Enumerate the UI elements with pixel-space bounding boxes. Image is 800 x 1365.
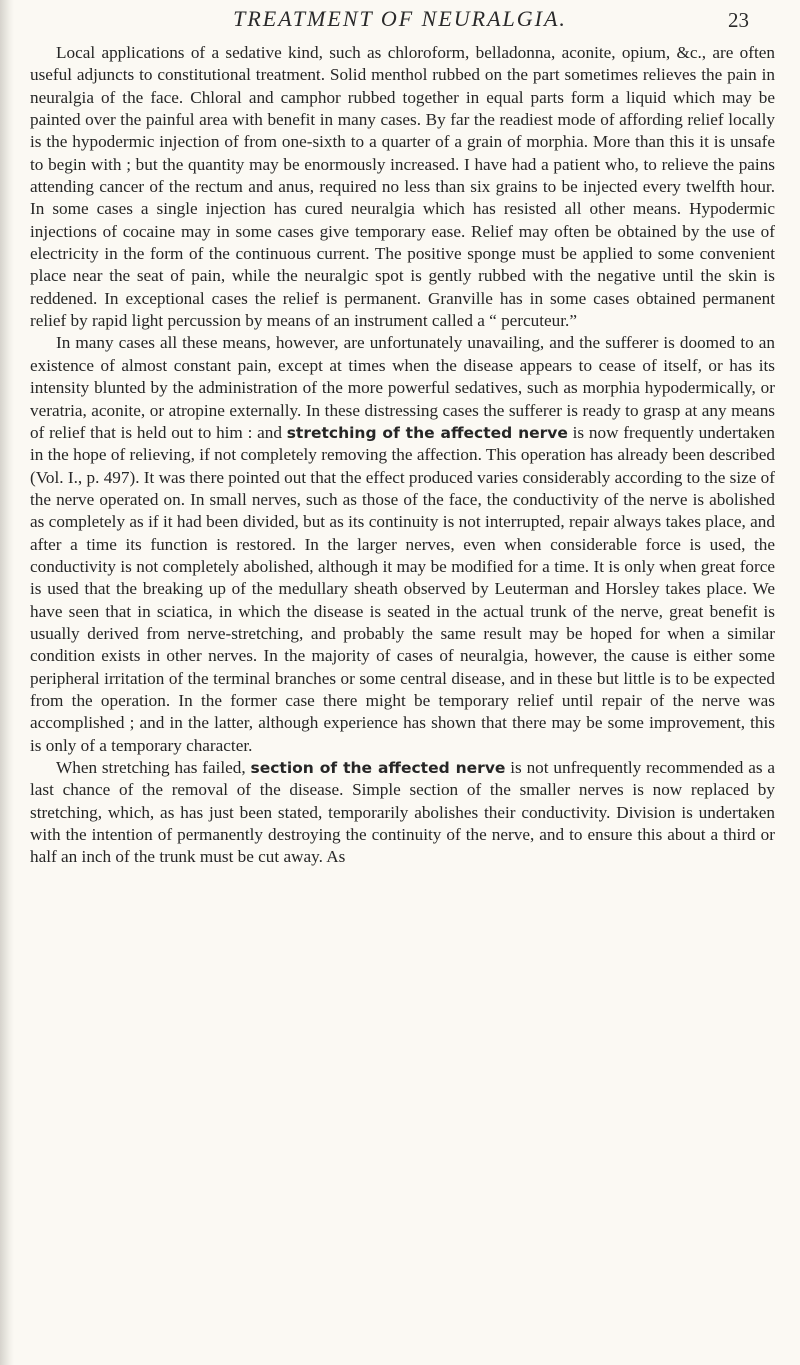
page-gutter-shadow xyxy=(0,0,14,1365)
paragraph-nerve-section xyxy=(30,757,775,869)
paragraph-text-after: is now frequently undertaken in the hope of relieving, if not completely removing the affection. This operation has already been described (Vol. I., p. 497). It was there pointed out that the effect produced varies considerably according to the size of the nerve operated on. In small nerves, such as those of the face, the conductivity of the nerve is abolished as completely as if it had been divided, but as its continuity is not interrupted, repair always takes place, and after a time its function is restored. In the larger nerves, even when considerable force is used, the conductivity is not completely abolished, although it may be modified for a time. It is only when great force is used that the breaking up of the medullary sheath observed by Leuterman and Horsley takes place. We have seen that in sciatica, in which the disease is seated in the actual trunk of the nerve, great benefit is usually derived from nerve-stretching, and probably the same result may be hoped for when a similar condition exists in other nerves. In the majority of cases of neuralgia, however, the cause is either some peripheral irritation of the terminal branches or some central disease, and in these but little is to be expected from the operation. In the former case there might be temporary relief until repair of the nerve was accomplished ; and in the latter, although experience has shown that there may be some improvement, this is only of a temporary character. xyxy=(30,422,775,755)
body-text xyxy=(30,42,775,869)
paragraph-text-before: When stretching has failed, xyxy=(56,758,251,777)
paragraph-local-applications: Local applications of a sedative kind, such as chloroform, belladonna, aconite, opium, &c., are often useful adjuncts to constitutional treatment. Solid menthol rubbed on the part sometimes relieves the pain in neuralgia of the face. Chloral and camphor rubbed together in equal parts form a liquid which may be painted over the painful area with benefit in many cases. By far the readiest mode of affording relief locally is the hypodermic injection of from one-sixth to a quarter of a grain of morphia. More than this it is unsafe to begin with ; but the quantity may be enormously increased. I have had a patient who, to relieve the pains attending cancer of the rectum and anus, required no less than six grains to be injected every twelfth hour. In some cases a single injection has cured neuralgia which has resisted all other means. Hypodermic injections of cocaine may in some cases give temporary ease. Relief may often be obtained by the use of electricity in the form of the continuous current. The positive sponge must be applied to some convenient place near the seat of pain, while the neuralgic spot is gently rubbed with the negative until the skin is reddened. In exceptional cases the relief is permanent. Granville has in some cases obtained permanent relief by rapid light percussion by means of an instrument called a “ percuteur.” xyxy=(30,43,775,331)
bold-term-section: section of the affected nerve xyxy=(250,759,506,777)
paragraph-text-before: In many cases all these means, however, are unfortunately unavailing, and the sufferer is doomed to an existence of almost constant pain, except at times when the disease appears to cease of itself, or has its intensity blunted by the administration of the more powerful sedatives, such as morphia hypodermically, or veratria, aconite, or atropine externally. In these distressing cases the sufferer is ready to grasp at any means of relief that is held out to him : and xyxy=(30,333,775,442)
bold-term-stretching: stretching of the affected nerve xyxy=(286,423,568,442)
paragraph-nerve-stretching xyxy=(30,332,775,757)
running-title: TREATMENT OF NEURALGIA. xyxy=(233,6,567,31)
page-number: 23 xyxy=(728,8,749,32)
paragraph-text-after: is not unfrequently recommended as a last chance of the removal of the disease. Simple section of the smaller nerves is now replaced by stretching, which, as has just been stated, temporarily abolishes their conductivity. Division is undertaken with the intention of permanently destroying the continuity of the nerve, and to ensure this about a third or half an inch of the trunk must be cut away. As xyxy=(30,758,775,867)
